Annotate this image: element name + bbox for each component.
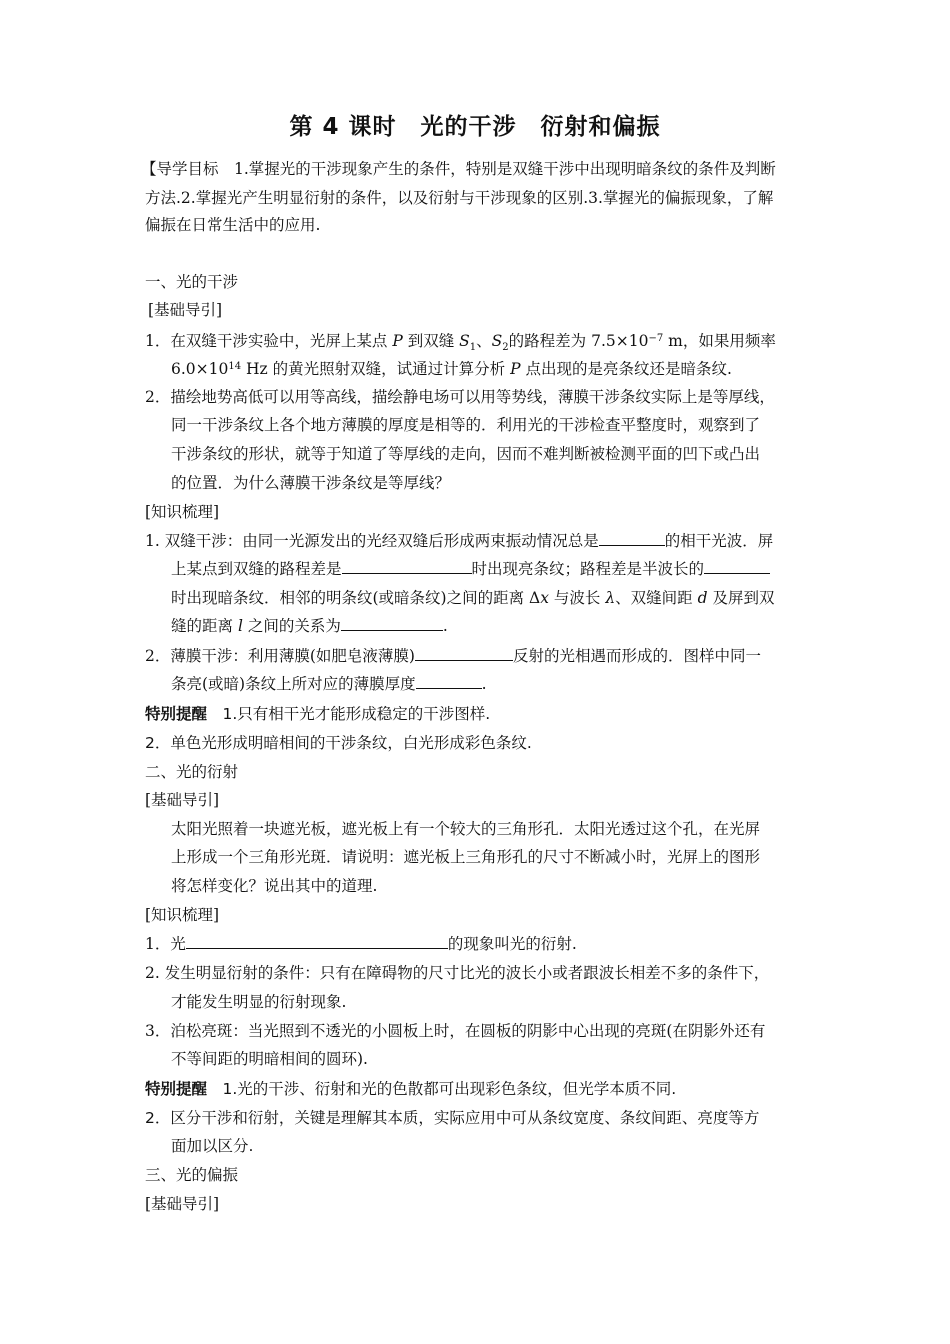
fill-blank[interactable] xyxy=(341,614,443,631)
fill-blank[interactable] xyxy=(415,644,513,661)
question-2-line-2: 同一干涉条纹上各个地方薄膜的厚度是相等的．利用光的干涉检查平整度时，观察到了 xyxy=(171,416,761,434)
section-2-note-2-line-2: 面加以区分. xyxy=(171,1137,254,1155)
goals-line-2: 方法.2.掌握光产生明显衍射的条件，以及衍射与干涉现象的区别.3.掌握光的偏振现象，了解 xyxy=(145,189,774,207)
section-1-basic-label: [基础导引] xyxy=(148,301,223,319)
section-2-knowledge-3-line-1: 3．泊松亮斑：当光照到不透光的小圆板上时，在圆板的阴影中心出现的亮斑(在阴影外还有 xyxy=(145,1022,766,1040)
section-2-knowledge-2-line-1: 2. 发生明显衍射的条件：只有在障碍物的尺寸比光的波长小或者跟波长相差不多的条件下， xyxy=(145,964,770,982)
section-3-basic-label: [基础导引] xyxy=(145,1195,220,1213)
question-2-line-4: 的位置．为什么薄膜干涉条纹是等厚线？ xyxy=(171,474,451,492)
knowledge-1-line-4: 缝的距离 l 之间的关系为 . xyxy=(171,614,448,638)
question-2-line-1: 2．描绘地势高低可以用等高线，描绘静电场可以用等势线，薄膜干涉条纹实际上是等厚线， xyxy=(145,388,775,406)
section-3-heading: 三、光的偏振 xyxy=(145,1166,239,1184)
section-1-note-1: 特别提醒 1.只有相干光才能形成稳定的干涉图样. xyxy=(145,705,491,723)
goals-line-1: 【导学目标 1.掌握光的干涉现象产生的条件，特别是双缝干涉中出现明暗条纹的条件及判断 xyxy=(141,160,776,178)
knowledge-1-line-2: 上某点到双缝的路程差是 时出现亮条纹；路程差是半波长的 xyxy=(171,557,770,581)
question-1-line-2: $6.0\times 10^{14}$ Hz 的黄光照射双缝，试通过计算分析 P 点出现的是亮条纹还是暗条纹. xyxy=(171,360,732,378)
fill-blank[interactable] xyxy=(599,529,665,546)
section-2-note-1: 特别提醒 1.光的干涉、衍射和光的色散都可出现彩色条纹，但光学本质不同. xyxy=(145,1080,677,1098)
fill-blank[interactable] xyxy=(342,557,472,574)
page-title: 第 4 课时 光的干涉 衍射和偏振 xyxy=(289,114,661,140)
knowledge-2-line-1: 2．薄膜干涉：利用薄膜(如肥皂液薄膜) 反射的光相遇而形成的．图样中同一 xyxy=(145,644,761,668)
section-2-knowledge-label: [知识梳理] xyxy=(145,906,220,924)
section-2-heading: 二、光的衍射 xyxy=(145,763,239,781)
section-2-knowledge-3-line-2: 不等间距的明暗相间的圆环). xyxy=(171,1050,368,1068)
fill-blank[interactable] xyxy=(186,932,448,949)
question-2-line-3: 干涉条纹的形状，就等于知道了等厚线的走向，因而不难判断被检测平面的凹下或凸出 xyxy=(171,445,761,463)
knowledge-1-line-3: 时出现暗条纹．相邻的明条纹(或暗条纹)之间的距离 Δx 与波长 λ、双缝间距 d 及屏到双 xyxy=(171,589,775,607)
section-2-note-2-line-1: 2．区分干涉和衍射，关键是理解其本质，实际应用中可从条纹宽度、条纹间距、亮度等方 xyxy=(145,1109,760,1127)
fill-blank[interactable] xyxy=(704,557,770,574)
section-1-knowledge-label: [知识梳理] xyxy=(145,503,220,521)
section-2-basic-label: [基础导引] xyxy=(145,791,220,809)
section-2-paragraph-line-3: 将怎样变化？说出其中的道理. xyxy=(171,877,378,895)
section-2-paragraph-line-1: 太阳光照着一块遮光板，遮光板上有一个较大的三角形孔．太阳光透过这个孔，在光屏 xyxy=(171,820,761,838)
knowledge-2-line-2: 条亮(或暗)条纹上所对应的薄膜厚度 . xyxy=(171,672,487,696)
section-2-knowledge-2-line-2: 才能发生明显的衍射现象. xyxy=(171,993,347,1011)
goals-line-3: 偏振在日常生活中的应用. xyxy=(145,216,321,234)
section-1-heading: 一、光的干涉 xyxy=(145,273,239,291)
question-1-line-1: 1．在双缝干涉实验中，光屏上某点 P 到双缝 $S_1$、$S_2$的路程差为 $7.5\times 10^{-7}$ m，如果用频率 xyxy=(145,332,776,353)
section-2-paragraph-line-2: 上形成一个三角形光斑．请说明：遮光板上三角形孔的尺寸不断减小时，光屏上的图形 xyxy=(171,848,761,866)
knowledge-1-line-1: 1. 双缝干涉：由同一光源发出的光经双缝后形成两束振动情况总是 的相干光波．屏 xyxy=(145,529,773,553)
section-1-note-2: 2．单色光形成明暗相间的干涉条纹，白光形成彩色条纹. xyxy=(145,734,532,752)
fill-blank[interactable] xyxy=(416,672,482,689)
section-2-knowledge-1: 1．光 的现象叫光的衍射. xyxy=(145,932,577,956)
